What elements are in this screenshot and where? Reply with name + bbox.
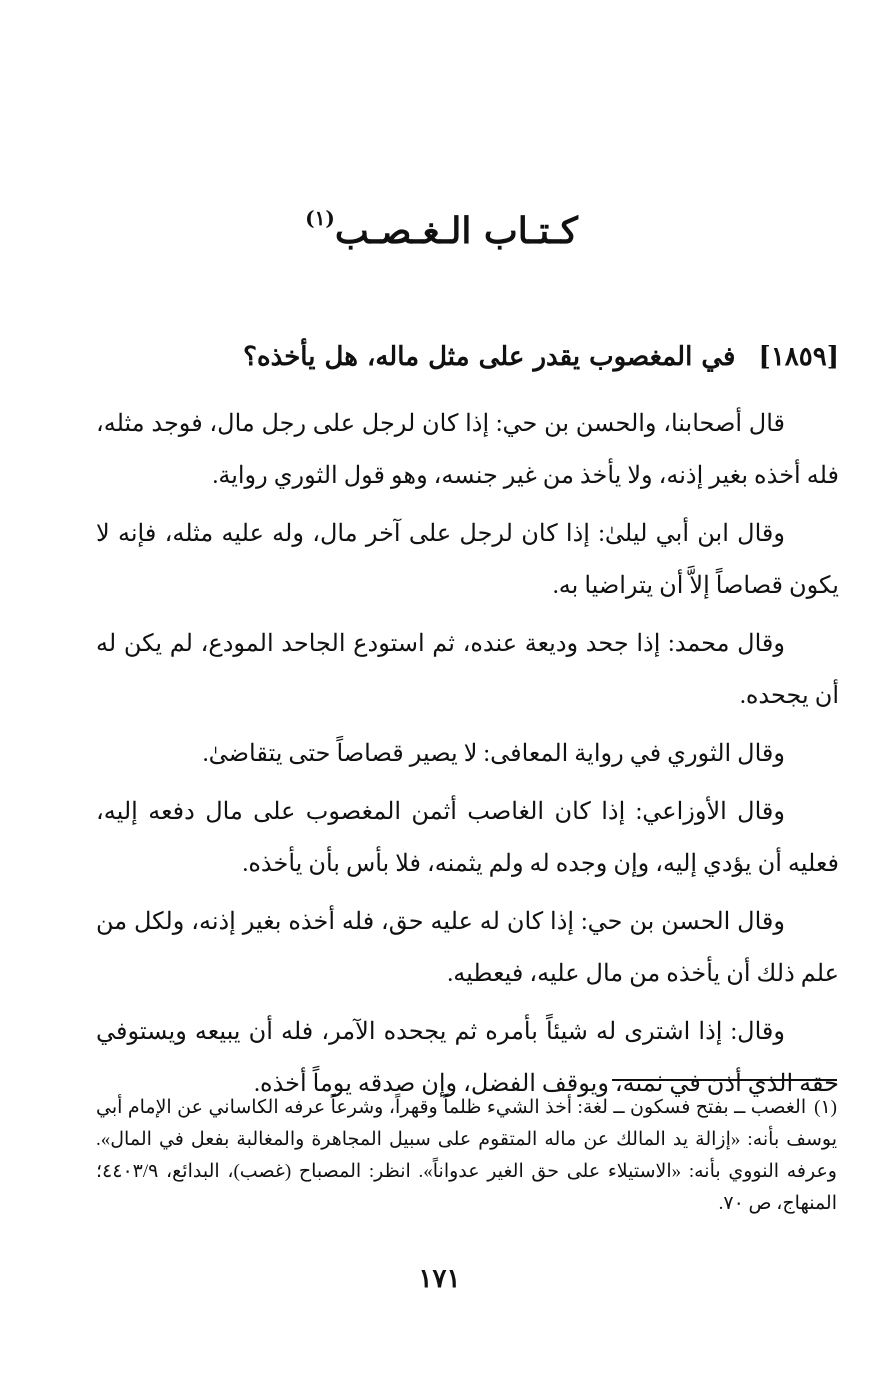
chapter-title [0,206,879,252]
paragraph: قال أصحابنا، والحسن بن حي: إذا كان لرجل على رجل مال، فوجد مثله، فله أخذه بغير إذنه، ولا يأخذ من غير جنسه، وهو قول الثوري رواية. [96,411,839,489]
paragraph: وقال الثوري في رواية المعافى: لا يصير قصاصاً حتى يتقاضىٰ. [202,741,785,767]
paragraph: وقال الحسن بن حي: إذا كان له عليه حق، فله أخذه بغير إذنه، ولكل من علم ذلك أن يأخذه من مال عليه، فيعطيه. [96,909,839,987]
chapter-title-text: كـتـاب الـغـصـب [334,210,578,252]
section-heading-text: في المغصوب يقدر على مثل ماله، هل يأخذه؟ [243,342,736,372]
paragraph: وقال ابن أبي ليلىٰ: إذا كان لرجل على آخر مال، وله عليه مثله، فإنه لا يكون قصاصاً إلاَّ أن يتراضيا به. [96,521,839,599]
footnote-divider [612,1079,837,1081]
footnote-text: الغصب ــ بفتح فسكون ــ لغة: أخذ الشيء ظلماً وقهراً، وشرعاً عرفه الكاساني عن الإمام أبي يوسف بأنه: «إزالة يد المالك عن ماله المتقوم على سبيل المجاهرة والمغالبة بفعل في المال». وعرفه النووي بأنه: «الاستيلاء على حق الغير عدواناً». انظر: المصباح (غصب)، البدائع، ٤٤٠٣/٩؛ المنهاج، ص ٧٠. [96,1097,837,1214]
footnote-mark: (١) [814,1097,837,1118]
paragraph: وقال محمد: إذا جحد وديعة عنده، ثم استودع الجاحد المودع، لم يكن له أن يجحده. [96,631,839,709]
paragraph: وقال: إذا اشترى له شيئاً بأمره ثم يجحده الآمر، فله أن يبيعه ويستوفي حقه الذي أذن في ثمنه، ويوقف الفضل، وإن صدقه يوماً أخذه. [96,1019,839,1097]
chapter-footnote-ref: (١) [305,206,335,230]
body-text [96,398,839,1116]
paragraph: وقال الأوزاعي: إذا كان الغاصب أثمن المغصوب على مال دفعه إليه، فعليه أن يؤدي إليه، وإن وجده له ولم يثمنه، فلا بأس بأن يأخذه. [96,799,839,877]
page-number: ١٧١ [418,1264,461,1294]
section-number: [١٨٥٩] [758,342,839,372]
footnotes [96,1092,837,1220]
section-heading [40,342,839,372]
